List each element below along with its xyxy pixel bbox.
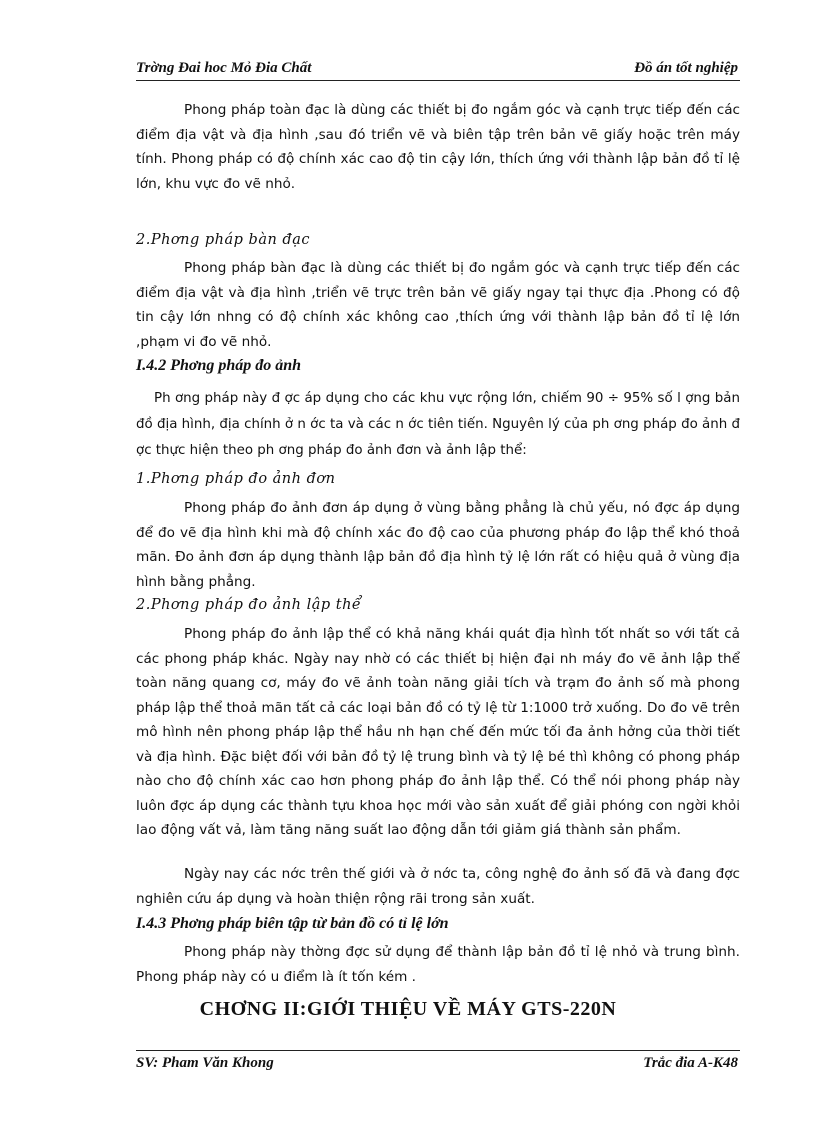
section-heading-1-4-2: I.4.2 Phơng pháp đo ảnh — [136, 357, 302, 374]
page-footer — [136, 1050, 740, 1073]
subheading-ban-dac: 2.Phơng pháp bàn đạc — [136, 232, 310, 248]
paragraph-anh-don: Phong pháp đo ảnh đơn áp dụng ở vùng bằng phẳng là chủ yếu, nó đợc áp dụng để đo vẽ địa hình khi mà độ chính xác đo độ cao của phương pháp đo lập thể khó thoả mãn. Đo ảnh đơn áp dụng thành lập bản đồ địa hình tỷ lệ lớn rất có hiệu quả ở vùng địa hình bằng phẳng. — [136, 500, 740, 590]
header-school: Trờng Đai hoc Mỏ Đia Chất — [136, 60, 312, 76]
subheading-anh-don: 1.Phơng pháp đo ảnh đơn — [136, 471, 336, 487]
page-header — [136, 58, 740, 81]
subheading-anh-lap-the: 2.Phơng pháp đo ảnh lập thể — [136, 597, 362, 613]
footer-class: Trắc đia A-K48 — [643, 1055, 738, 1071]
header-doc-type: Đồ án tốt nghiệp — [634, 60, 738, 76]
footer-student: SV: Pham Văn Khong — [136, 1055, 274, 1071]
chapter-title: CHƠNG II:GIỚI THIỆU VỀ MÁY GTS-220N — [199, 998, 617, 1020]
section-heading-1-4-3: I.4.3 Phơng pháp biên tập từ bản đồ có tỉ lệ lớn — [136, 915, 449, 932]
paragraph-bien-tap: Phong pháp này thờng đợc sử dụng để thành lập bản đồ tỉ lệ nhỏ và trung bình. Phong pháp này có u điểm là ít tốn kém . — [136, 944, 740, 985]
paragraph-do-anh-intro: Ph ơng pháp này đ ợc áp dụng cho các khu vực rộng lớn, chiếm 90 ÷ 95% số l ợng bản đồ địa hình, địa chính ở n ớc ta và các n ớc tiên tiến. Nguyên lý của ph ơng pháp đo ảnh đ ợc thực hiện theo ph ơng pháp đo ảnh đơn và ảnh lập thể: — [136, 391, 740, 458]
paragraph-toan-dac: Phong pháp toàn đạc là dùng các thiết bị đo ngắm góc và cạnh trực tiếp đến các điểm địa vật và địa hình ,sau đó triển vẽ và biên tập trên bản vẽ giấy hoặc trên máy tính. Phong pháp có độ chính xác cao độ tin cậy lớn, thích ứng với thành lập bản đồ tỉ lệ lớn, khu vực đo vẽ nhỏ. — [136, 102, 740, 192]
paragraph-ban-dac: Phong pháp bàn đạc là dùng các thiết bị đo ngắm góc và cạnh trực tiếp đến các điểm địa vật và địa hình ,triển vẽ trực trên bản vẽ giấy ngay tại thực địa .Phong có độ tin cậy lớn nhng có độ chính xác không cao ,thích ứng với thành lập bản đồ tỉ lệ lớn ,phạm vi đo vẽ nhỏ. — [136, 260, 740, 350]
paragraph-ngay-nay: Ngày nay các nớc trên thế giới và ở nớc ta, công nghệ đo ảnh số đã và đang đợc nghiên cứu áp dụng và hoàn thiện rộng rãi trong sản xuất. — [136, 866, 740, 907]
paragraph-anh-lap-the: Phong pháp đo ảnh lập thể có khả năng khái quát địa hình tốt nhất so với tất cả các phong pháp khác. Ngày nay nhờ có các thiết bị hiện đại nh máy đo vẽ ảnh lập thể toàn năng quang cơ, máy đo vẽ ảnh toàn năng giải tích và trạm đo ảnh số mà phong pháp lập thể thoả mãn tất cả các loại bản đồ có tỷ lệ từ 1:1000 trở xuống. Do đo vẽ trên mô hình nên phong pháp lập thể hầu nh hạn chế đến mức tối đa ảnh hởng của thời tiết và địa hình. Đặc biệt đối với bản đồ tỷ lệ trung bình và tỷ lệ bé thì không có phong pháp nào cho độ chính xác cao hơn phong pháp đo ảnh lập thể. Có thể nói phong pháp này luôn đợc áp dụng các thành tựu khoa học mới vào sản xuất để giải phóng con ngời khỏi lao động vất vả, làm tăng năng suất lao động dẫn tới giảm giá thành sản phẩm. — [136, 626, 740, 838]
